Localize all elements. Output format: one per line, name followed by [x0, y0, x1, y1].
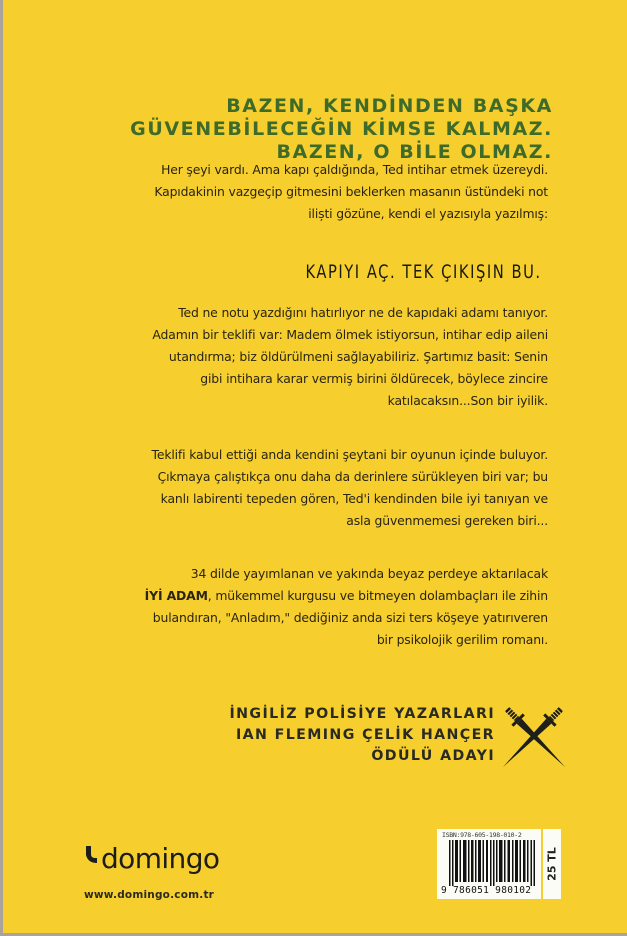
award-nomination — [229, 704, 495, 767]
headline-line: BAZEN, O BİLE OLMAZ. — [276, 141, 553, 163]
award-line: İNGİLİZ POLİSİYE YAZARLARI — [229, 706, 495, 722]
isbn-label: ISBN:978-605-198-010-2 — [442, 831, 522, 839]
text-line: 34 dilde yayımlanan ve yakında beyaz perdeye aktarılacak — [190, 566, 548, 581]
text-line: Ted ne notu yazdığını hatırlıyor ne de kapıdaki adamı tanıyor. — [178, 305, 548, 320]
text-line: Adamın bir teklifi var: Madem ölmek istiyorsun, intihar edip aileni — [152, 327, 548, 342]
text-line: bir psikolojik gerilim romanı. — [376, 632, 548, 647]
text-line: Her şeyi vardı. Ama kapı çaldığında, Ted intihar etmek üzereydi. — [161, 162, 548, 177]
publisher-logo — [85, 842, 220, 875]
text-line: Çıkmaya çalıştıkça onu daha da derinlere sürükleyen biri var; bu — [157, 469, 548, 484]
headline-line: GÜVENEBİLECEĞİN KİMSE KALMAZ. — [130, 118, 553, 140]
text-line: Kapıdakinin vazgeçip gitmesini beklerken masanın üstündeki not — [154, 184, 548, 199]
handwritten-note: KAPIYI AÇ. TEK ÇIKIŞIN BU. — [305, 261, 542, 283]
publisher-name: domingo — [101, 842, 220, 875]
blurb-paragraph-3 — [152, 444, 548, 532]
blurb-paragraph-2 — [152, 302, 548, 412]
book-title-inline: İYİ ADAM — [144, 588, 208, 603]
text-line: asla güvenmemesi gereken biri... — [346, 513, 548, 528]
award-line: IAN FLEMING ÇELİK HANÇER — [235, 727, 495, 743]
headline-line: BAZEN, KENDİNDEN BAŞKA — [226, 95, 553, 117]
text-line: Teklifi kabul ettiği anda kendini şeytani bir oyunun içinde buluyor. — [151, 447, 548, 462]
domingo-mark-icon — [85, 845, 99, 865]
text-line: kanlı labirenti tepeden gören, Ted'i kendinden bile iyi tanıyan ve — [160, 491, 548, 506]
text-line: bulandıran, "Anladım," dediğiniz anda sizi ters köşeye yatırıveren — [152, 610, 548, 625]
text-line — [145, 585, 548, 607]
barcode-bars-icon — [449, 840, 537, 886]
headline-tagline — [130, 95, 553, 164]
price-text: 25 TL — [545, 847, 559, 881]
isbn-barcode — [437, 829, 541, 899]
text-line: gibi intihara karar vermiş birini öldürecek, böylece zincire — [200, 371, 548, 386]
award-line: ÖDÜLÜ ADAYI — [371, 748, 495, 764]
price-label — [543, 829, 561, 899]
text-line: utandırma; biz öldürülmeni sağlayabiliriz. Şartımız basit: Senin — [168, 349, 548, 364]
blurb-paragraph-1 — [154, 159, 548, 225]
text-line: iliști gözüne, kendi el yazısıyla yazılmış: — [308, 206, 548, 221]
blurb-paragraph-4 — [145, 563, 548, 651]
crossed-daggers-icon — [499, 700, 569, 772]
barcode-digits: 9 786051 980102 — [441, 885, 532, 896]
text-line: katılacaksın...Son bir iyilik. — [387, 393, 548, 408]
book-back-cover — [3, 0, 627, 933]
text-fragment: , mükemmel kurgusu ve bitmeyen dolambaçları ile zihin — [207, 588, 548, 603]
publisher-url: www.domingo.com.tr — [84, 889, 215, 901]
